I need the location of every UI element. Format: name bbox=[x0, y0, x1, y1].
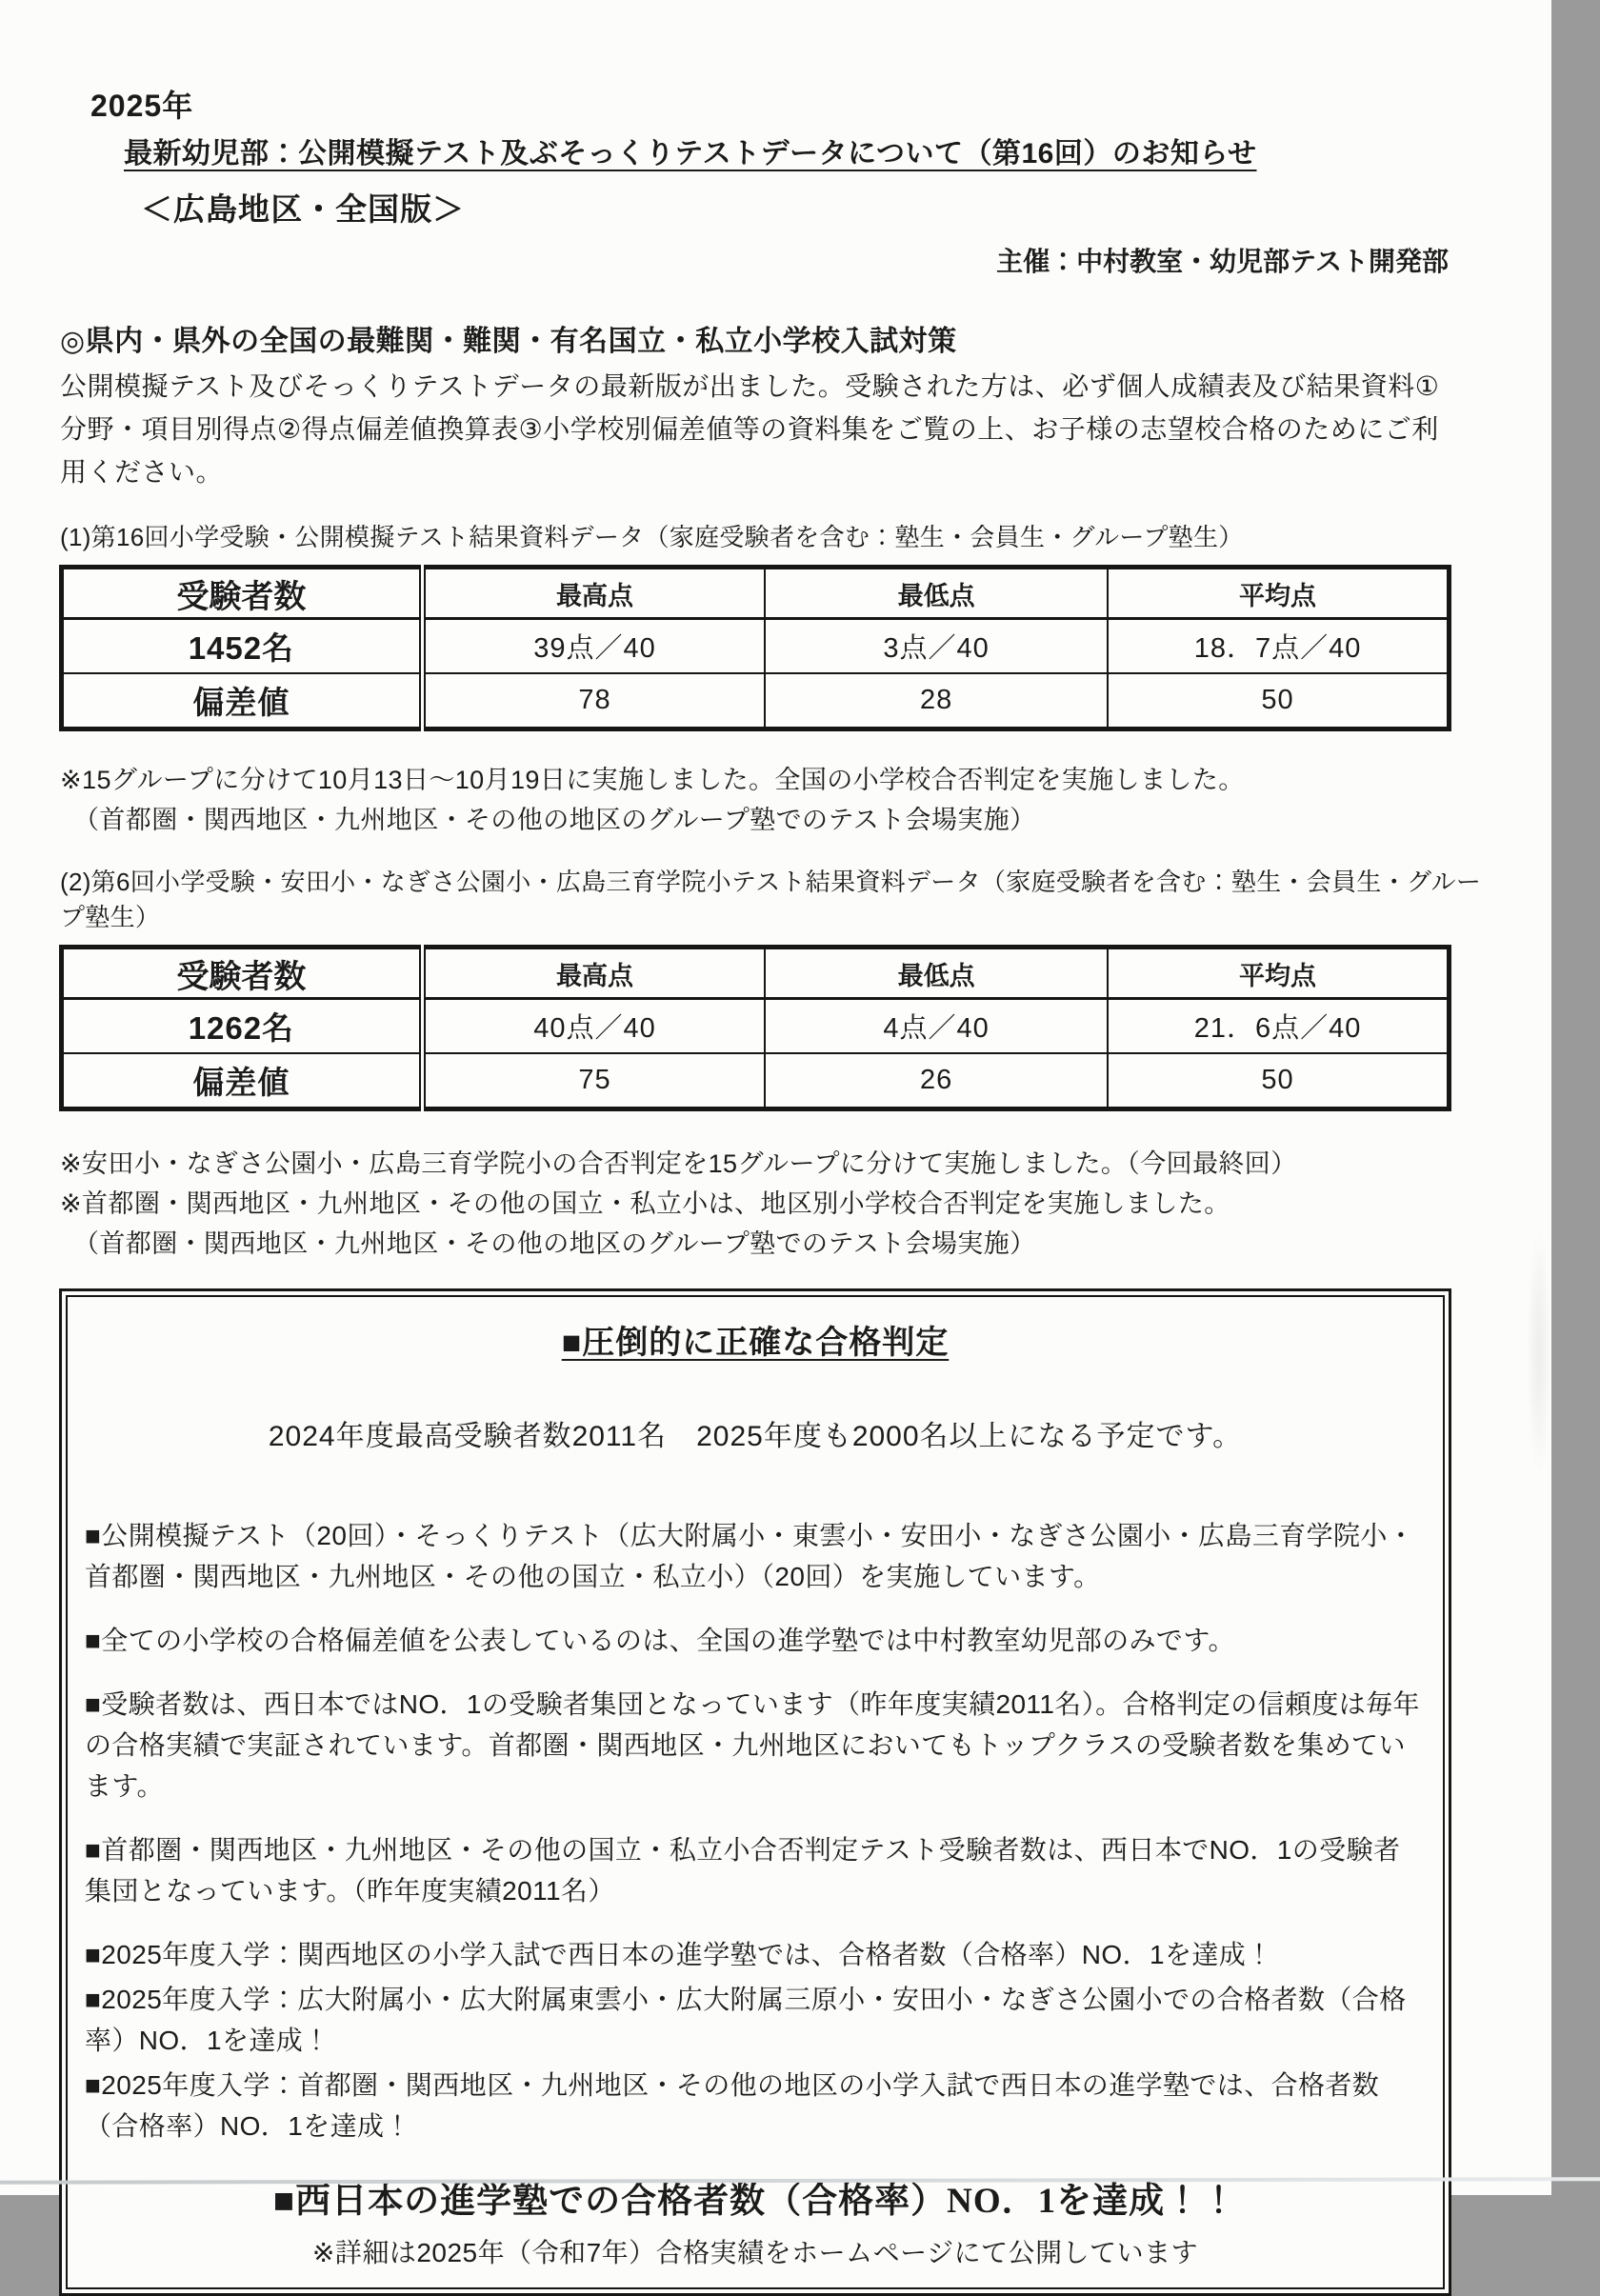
organizer-line: 主催：中村教室・幼児部テスト開発部 bbox=[996, 247, 1449, 276]
cell-avg-score: 21．6点／40 bbox=[1108, 999, 1449, 1054]
bullet-item: ■2025年度入学：首都圏・関西地区・九州地区・その他の地区の小学入試で西日本の進学塾では、合格者数（合格率）NO．1を達成！ bbox=[85, 2070, 1380, 2141]
cell-deviation-avg: 50 bbox=[1108, 673, 1449, 729]
cell-examinee-count: 1262名 bbox=[62, 999, 423, 1054]
cell-deviation-label: 偏差値 bbox=[62, 1053, 423, 1109]
box-footer-note: ※詳細は2025年（令和7年）合格実績をホームページにて公開しています bbox=[311, 2238, 1199, 2267]
header-cell-avg: 平均点 bbox=[1108, 568, 1449, 619]
section-heading: ◎県内・県外の全国の最難関・難関・有名国立・私立小学校入試対策 bbox=[60, 326, 957, 357]
bullet-item: ■首都圏・関西地区・九州地区・その他の国立・私立小合否判定テスト受験者数は、西日本でNO．1の受験者集団となっています。（昨年度実績2011名） bbox=[85, 1835, 1401, 1906]
scan-smudge-artifact bbox=[1527, 1228, 1551, 1476]
doc-subtitle: ＜広島地区・全国版＞ bbox=[141, 191, 465, 227]
box-bullet-list bbox=[85, 1515, 1426, 2146]
highlight-box bbox=[59, 1288, 1451, 2296]
table2-caption: (2)第6回小学受験・安田小・なぎさ公園小・広島三育学院小テスト結果資料データ（家庭受験者を含む：塾生・会員生・グループ塾生） bbox=[60, 868, 1482, 931]
box-footer-heading: ■西日本の進学塾での合格者数（合格率）NO．1を達成！！ bbox=[272, 2182, 1238, 2221]
table-row bbox=[62, 619, 1450, 674]
cell-examinee-count: 1452名 bbox=[62, 619, 423, 674]
table-row bbox=[62, 1053, 1450, 1109]
bullet-item: ■受験者数は、西日本ではNO．1の受験者集団となっています（昨年度実績2011名）。合格判定の信頼度は毎年の合格実績で実証されています。首都圏・関西地区・九州地区においてもトップクラスの受験者数を集めています。 bbox=[85, 1689, 1420, 1801]
cell-deviation-avg: 50 bbox=[1108, 1053, 1449, 1109]
header-cell-min: 最低点 bbox=[765, 568, 1108, 619]
box-heading: ■圧倒的に正確な合格判定 bbox=[561, 1325, 950, 1361]
bullet-item: ■全ての小学校の合格偏差値を公表しているのは、全国の進学塾では中村教室幼児部のみです。 bbox=[85, 1626, 1235, 1655]
year-label: 2025年 bbox=[90, 89, 194, 123]
header-cell-max: 最高点 bbox=[422, 948, 765, 999]
header-cell-max: 最高点 bbox=[422, 568, 765, 619]
header-cell-avg: 平均点 bbox=[1108, 948, 1449, 999]
table-row bbox=[62, 948, 1450, 999]
bullet-item: ■公開模擬テスト（20回）・そっくりテスト（広大附属小・東雲小・安田小・なぎさ公園小・広島三育学院小・首都圏・関西地区・九州地区・その他の国立・私立小）（20回）を実施しています。 bbox=[85, 1521, 1415, 1591]
cell-max-score: 40点／40 bbox=[422, 999, 765, 1054]
cell-max-score: 39点／40 bbox=[422, 619, 765, 674]
header-cell-examinees: 受験者数 bbox=[62, 568, 423, 619]
cell-deviation-min: 26 bbox=[765, 1053, 1108, 1109]
header-cell-min: 最低点 bbox=[765, 948, 1108, 999]
table-row bbox=[62, 673, 1450, 729]
header-cell-examinees: 受験者数 bbox=[62, 948, 423, 999]
cell-deviation-min: 28 bbox=[765, 673, 1108, 729]
results-table-1 bbox=[59, 565, 1451, 731]
table2-notes bbox=[60, 1144, 1551, 1264]
bullet-item: ■2025年度入学：関西地区の小学入試で西日本の進学塾では、合格者数（合格率）NO．1を達成！ bbox=[85, 1940, 1273, 1969]
cell-deviation-max: 75 bbox=[422, 1053, 765, 1109]
highlight-box-inner bbox=[66, 1295, 1445, 2289]
results-table-2 bbox=[59, 945, 1451, 1111]
table1-caption: (1)第16回小学受験・公開模擬テスト結果資料データ（家庭受験者を含む：塾生・会員生・グループ塾生） bbox=[60, 523, 1244, 551]
note-line: ※安田小・なぎさ公園小・広島三育学院小の合否判定を15グループに分けて実施しました。（今回最終回） bbox=[60, 1149, 1297, 1178]
bullet-item: ■2025年度入学：広大附属小・広大附属東雲小・広大附属三原小・安田小・なぎさ公園小での合格者数（合格率）NO．1を達成！ bbox=[85, 1985, 1407, 2055]
intro-paragraph: 公開模擬テスト及びそっくりテストデータの最新版が出ました。受験された方は、必ず個人成績表及び結果資料①分野・項目別得点②得点偏差値換算表③小学校別偏差値等の資料集をご覧の上、お子様の志望校合格のためにご利用ください。 bbox=[60, 371, 1440, 487]
cell-avg-score: 18．7点／40 bbox=[1108, 619, 1449, 674]
note-line: （首都圏・関西地区・九州地区・その他の地区のグループ塾でのテスト会場実施） bbox=[73, 806, 1036, 834]
table-row bbox=[62, 999, 1450, 1054]
table1-notes bbox=[60, 760, 1551, 840]
table-row bbox=[62, 568, 1450, 619]
cell-min-score: 3点／40 bbox=[765, 619, 1108, 674]
doc-title: 最新幼児部：公開模擬テスト及ぶそっくりテストデータについて（第16回）のお知らせ bbox=[124, 138, 1257, 170]
note-line: ※首都圏・関西地区・九州地区・その他の国立・私立小は、地区別小学校合否判定を実施しました。 bbox=[60, 1189, 1230, 1218]
cell-deviation-max: 78 bbox=[422, 673, 765, 729]
cell-min-score: 4点／40 bbox=[765, 999, 1108, 1054]
note-line: ※15グループに分けて10月13日～10月19日に実施しました。全国の小学校合否判定を実施しました。 bbox=[60, 766, 1245, 794]
note-line: （首都圏・関西地区・九州地区・その他の地区のグループ塾でのテスト会場実施） bbox=[73, 1229, 1036, 1258]
box-subheading: 2024年度最高受験者数2011名 2025年度も2000名以上になる予定です。 bbox=[268, 1421, 1243, 1452]
cell-deviation-label: 偏差値 bbox=[62, 673, 423, 729]
